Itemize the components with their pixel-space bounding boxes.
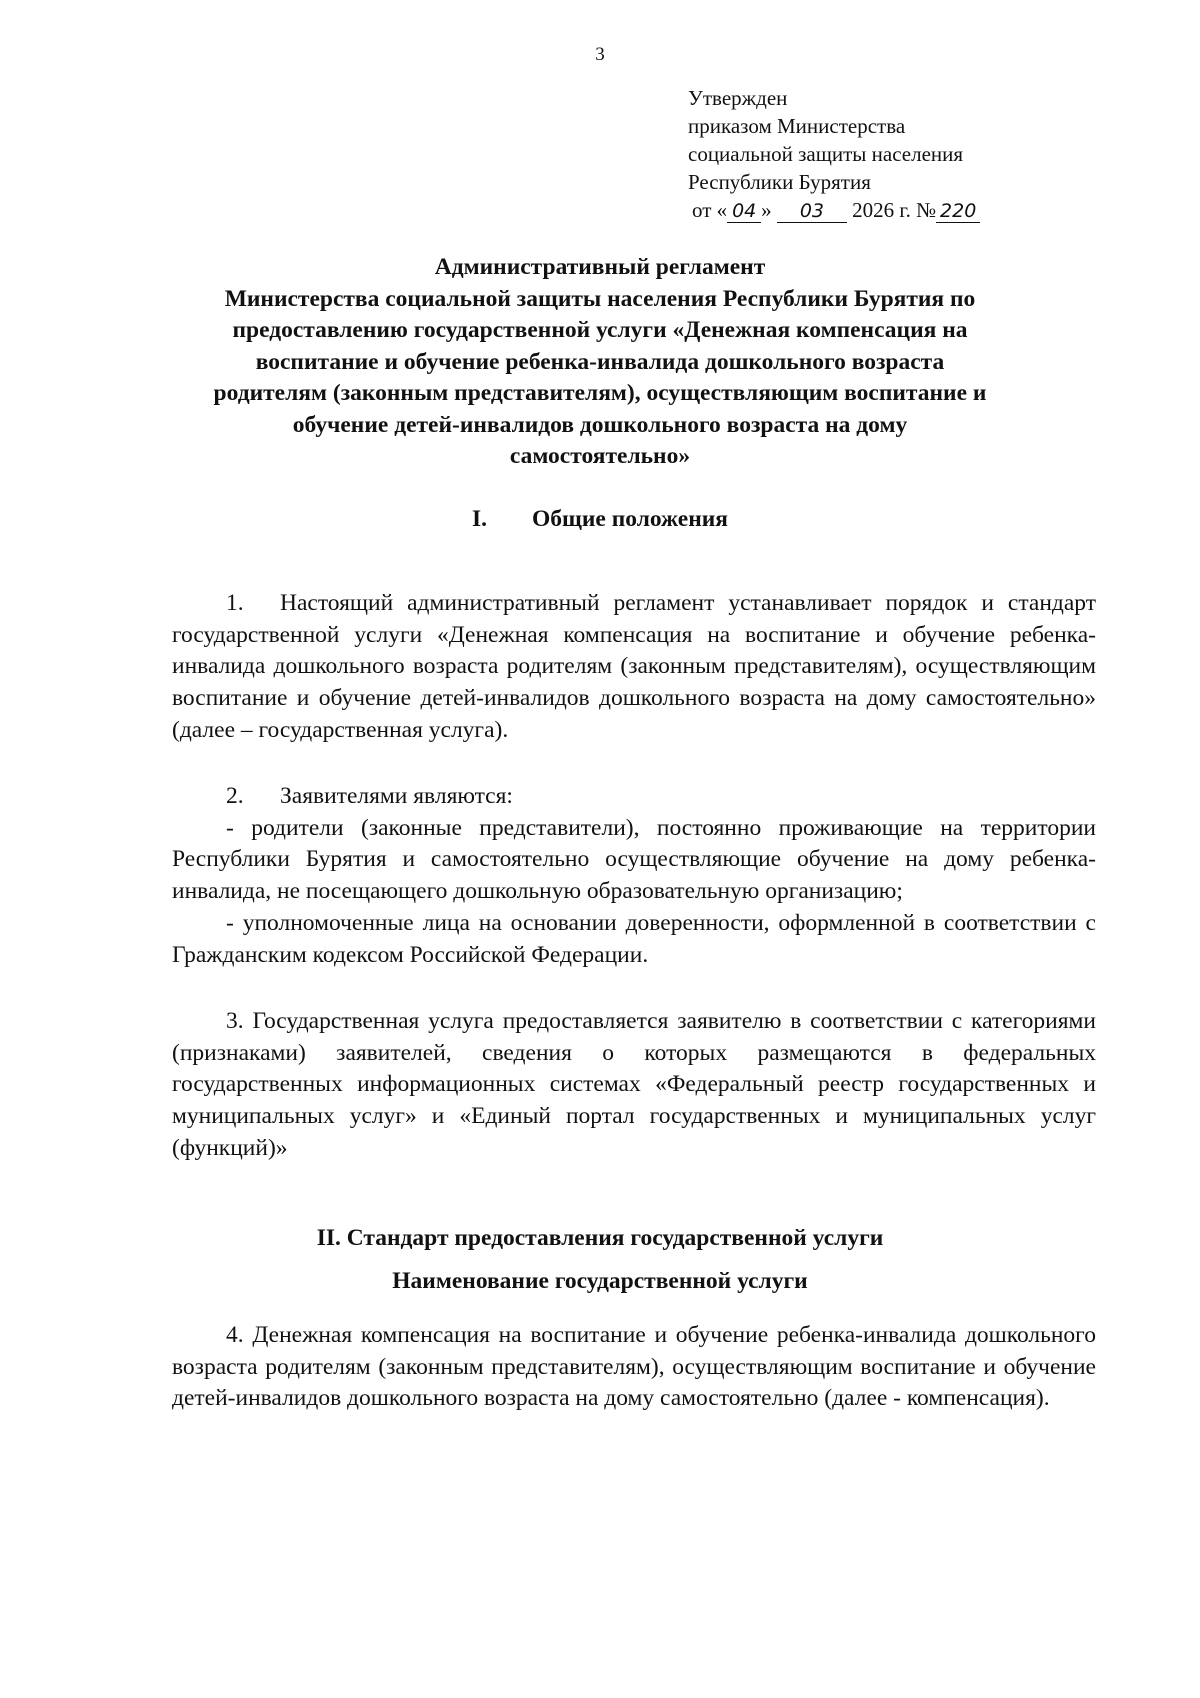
date-quote-close: » [761, 198, 772, 222]
title-line: Административный регламент [434, 254, 766, 280]
title-line: воспитание и обучение ребенка-инвалида дошкольного возраста [255, 348, 945, 375]
paragraph-1-number: 1. [226, 590, 244, 616]
title-line: родителям (законным представителям), осуществляющим воспитание и [213, 380, 987, 406]
document-title [130, 252, 1070, 473]
approval-stamp-block [688, 84, 980, 224]
order-number-handwritten: 220 [936, 200, 980, 223]
approval-line: приказом Министерства [688, 114, 906, 138]
approval-line: социальной защиты населения [688, 142, 964, 166]
paragraph-1-text: Настоящий административный регламент устанавливает порядок и стандарт государственной услуги «Денежная компенсация на воспитание и обучение ребенка-инвалида дошкольного возраста родителям (законным представителям), осуществляющим воспитание и обучение детей-инвалидов дошкольного возраста на дому самостоятельно» (далее – государственная услуга). [172, 590, 1096, 743]
title-line: самостоятельно» [509, 443, 691, 469]
section-2-subheading: Наименование государственной услуги [392, 1268, 808, 1294]
date-month-handwritten: 03 [777, 200, 847, 223]
paragraph-2-number: 2. [226, 783, 244, 809]
title-line: обучение детей-инвалидов дошкольного возраста на дому [292, 411, 908, 438]
applicant-item-1: - родители (законные представители), постоянно проживающие на территории Республики Бурятия и самостоятельно осуществляющие обучение на дому ребенка-инвалида, не посещающего дошкольную образовательную организацию; [172, 814, 1096, 905]
date-prefix: от « [692, 198, 728, 222]
paragraph-3-text: 3. Государственная услуга предоставляется заявителю в соответствии с категориями (признаками) заявителей, сведения о которых размещаются в федеральных государственных информационных системах «Федеральный реестр государственных и муниципальных услуг» и «Единый портал государственных и муниципальных услуг (функций)» [172, 1008, 1096, 1161]
paragraph-2 [172, 781, 1096, 971]
paragraph-4 [172, 1320, 1096, 1415]
section-1-title: Общие положения [532, 506, 728, 532]
date-day-handwritten: 04 [727, 200, 761, 223]
page-number: 3 [595, 44, 605, 65]
paragraph-3 [172, 1006, 1096, 1165]
approval-line: Республики Бурятия [688, 170, 871, 194]
approval-date-line [692, 196, 980, 224]
section-1-numeral: I. [472, 506, 488, 532]
section-2-heading: II. Стандарт предоставления государственной услуги [316, 1225, 884, 1251]
paragraph-2-text: Заявителями являются: [280, 783, 513, 809]
paragraph-4-text: 4. Денежная компенсация на воспитание и обучение ребенка-инвалида дошкольного возраста родителям (законным представителям), осуществляющим воспитание и обучение детей-инвалидов дошкольного возраста на дому самостоятельно (далее - компенсация). [172, 1322, 1096, 1412]
title-line: предоставлению государственной услуги «Денежная компенсация на [232, 317, 968, 343]
date-year: 2026 г. № [852, 198, 937, 222]
applicant-item-2: - уполномоченные лица на основании доверенности, оформленной в соответствии с Гражданским кодексом Российской Федерации. [172, 909, 1096, 968]
paragraph-1 [172, 588, 1096, 747]
section-1-heading [0, 506, 1200, 533]
approval-line: Утвержден [688, 86, 788, 110]
title-line: Министерства социальной защиты населения Республики Бурятия по [224, 285, 976, 312]
